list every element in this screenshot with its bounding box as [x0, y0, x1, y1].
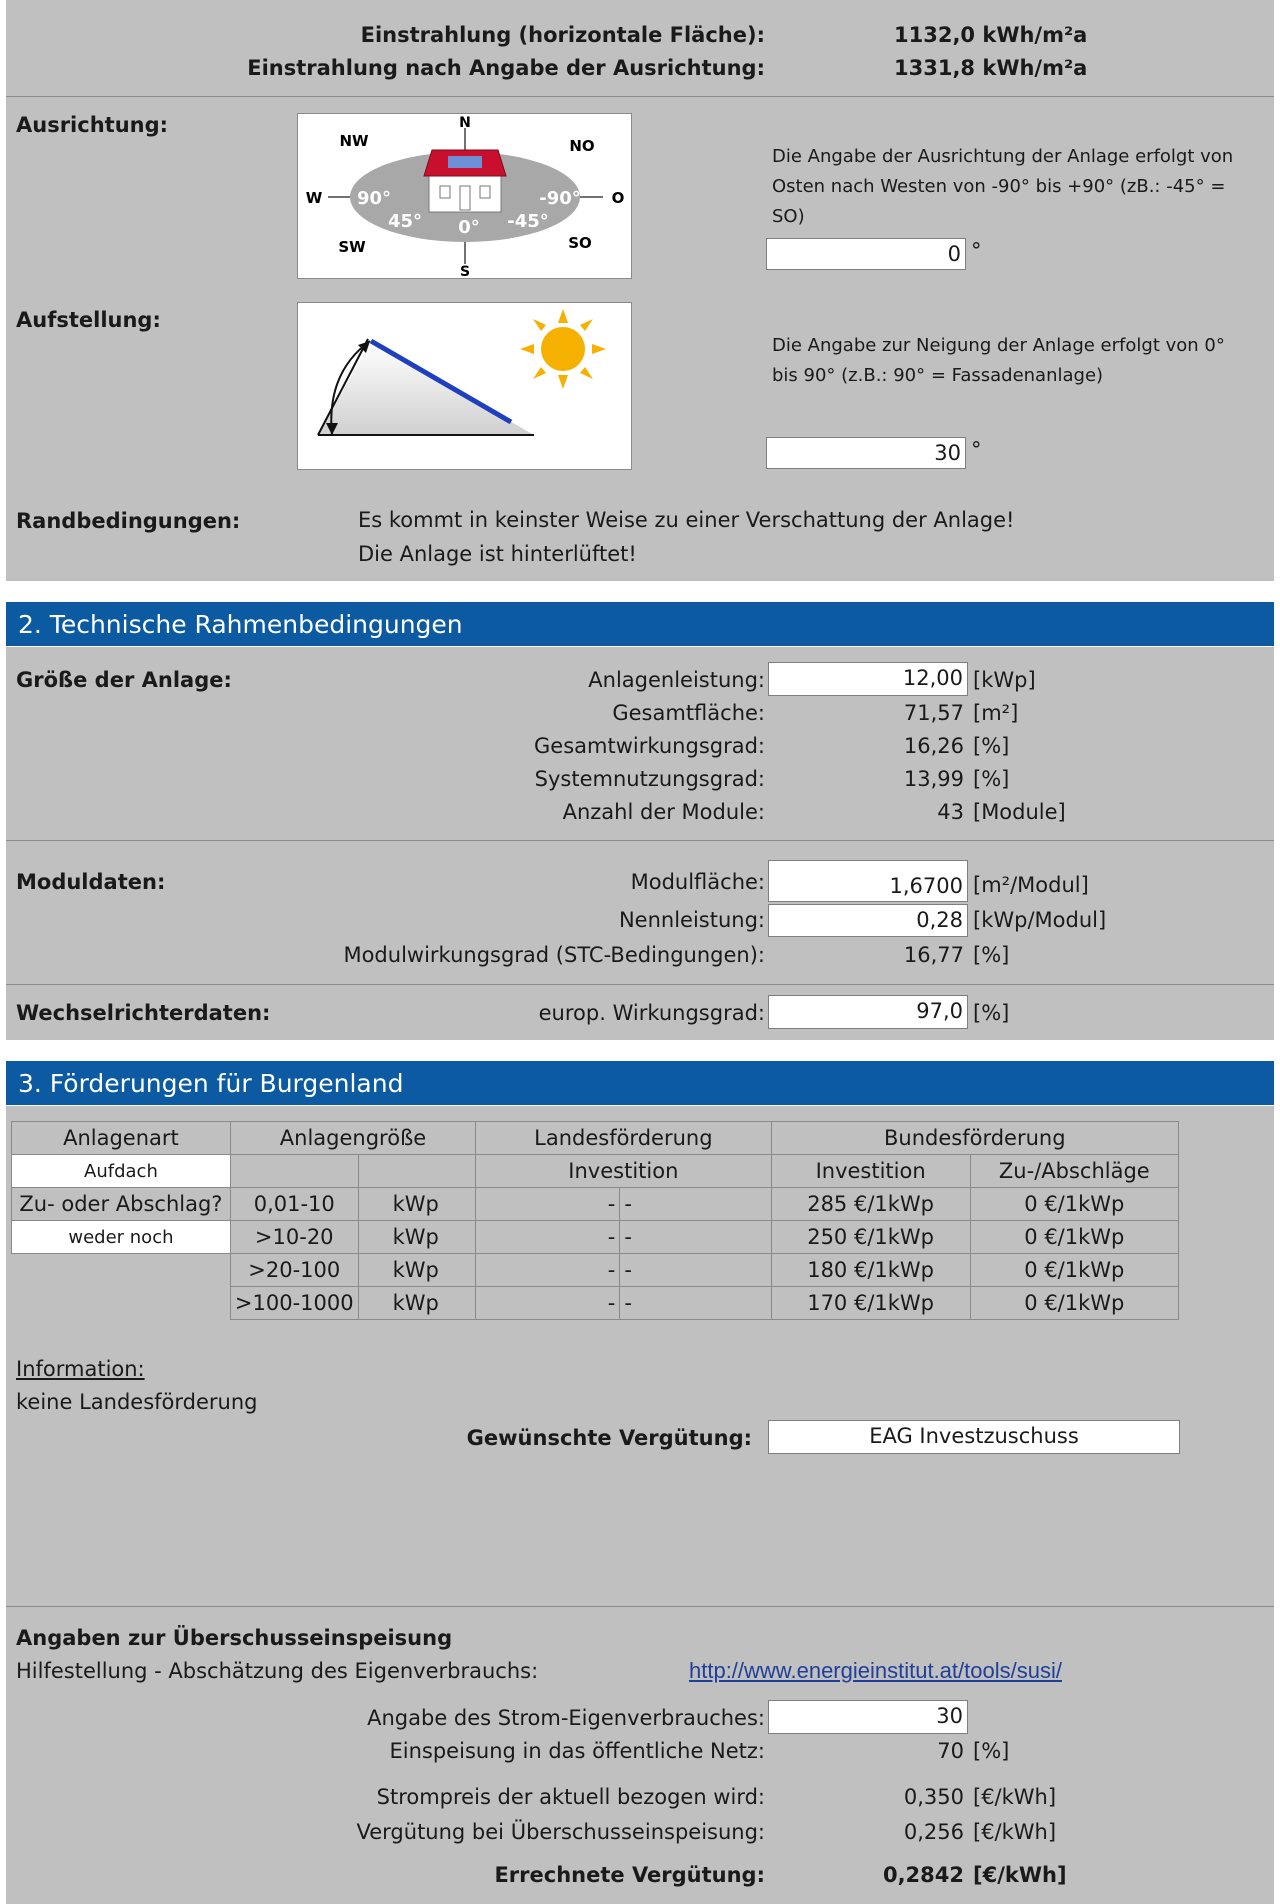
area-unit: [m²] [973, 701, 1019, 725]
module-area-unit: [m²/Modul] [973, 873, 1089, 897]
state-cell: - [620, 1221, 771, 1254]
orientation-note: Die Angabe der Ausrichtung der Anlage erfolgt von Osten nach Westen von -90° bis +90° (zB.: -45° = SO) [772, 146, 1234, 227]
electricity-price-unit: [€/kWh] [973, 1785, 1057, 1809]
mounting-note: Die Angabe zur Neigung der Anlage erfolgt von 0° bis 90° (z.B.: 90° = Fassadenanlage) [772, 335, 1225, 386]
power-label: Anlagenleistung: [588, 668, 765, 692]
compass-n: N [459, 115, 471, 131]
surplus-title: Angaben zur Überschusseinspeisung [16, 1626, 453, 1650]
system-efficiency-value: 13,99 [903, 767, 964, 791]
irradiation-horizontal-label: Einstrahlung (horizontale Fläche): [360, 23, 765, 47]
feed-in-label: Einspeisung in das öffentliche Netz: [389, 1739, 765, 1763]
size-cell: >10-20 [230, 1221, 358, 1254]
info-text: keine Landesförderung [16, 1390, 258, 1414]
surplus-compensation-label: Vergütung bei Überschusseinspeisung: [356, 1820, 765, 1844]
compass-90: 90° [356, 188, 392, 209]
state-cell: - [620, 1188, 771, 1221]
calculated-compensation-value: 0,2842 [882, 1863, 964, 1887]
irradiation-orientation-label: Einstrahlung nach Angabe der Ausrichtung: [247, 56, 765, 80]
compass-so: SO [568, 234, 592, 252]
total-efficiency-value: 16,26 [903, 734, 964, 758]
size-cell: >20-100 [230, 1254, 358, 1287]
feed-in-value: 70 [937, 1739, 964, 1763]
power-input[interactable]: 12,00 [768, 662, 968, 696]
irradiation-orientation-value: 1331,8 kWh/m²a [894, 56, 1088, 80]
inverter-efficiency-input[interactable]: 97,0 [768, 995, 968, 1029]
power-unit: [kWp] [973, 668, 1036, 692]
system-efficiency-unit: [%] [973, 767, 1010, 791]
plant-size-label: Größe der Anlage: [16, 668, 232, 692]
feed-in-unit: [%] [973, 1739, 1010, 1763]
compass-w: W [305, 189, 323, 207]
header-plant-size: Anlagengröße [230, 1122, 475, 1155]
electricity-price-label: Strompreis der aktuell bezogen wird: [376, 1785, 765, 1809]
module-area-label: Modulfläche: [630, 870, 765, 894]
state-cell: - [476, 1254, 620, 1287]
module-efficiency-label: Modulwirkungsgrad (STC-Bedingungen): [343, 943, 765, 967]
table-row [12, 1188, 1179, 1221]
header-surcharges: Zu-/Abschläge [970, 1155, 1178, 1188]
table-row [12, 1221, 1179, 1254]
surcharge-cell: 0 €/1kWp [970, 1287, 1178, 1320]
federal-cell: 250 €/1kWp [771, 1221, 970, 1254]
unit-cell: kWp [358, 1221, 476, 1254]
divider [6, 984, 1274, 985]
header-federal-funding: Bundesförderung [771, 1122, 1178, 1155]
compass-no: NO [569, 137, 595, 155]
system-efficiency-label: Systemnutzungsgrad: [534, 767, 765, 791]
state-cell: - [476, 1221, 620, 1254]
surcharge-cell: 0 €/1kWp [970, 1254, 1178, 1287]
desired-compensation-label: Gewünschte Vergütung: [466, 1426, 752, 1450]
compass-0: 0° [458, 217, 480, 238]
unit-cell: kWp [358, 1254, 476, 1287]
state-cell: - [620, 1254, 771, 1287]
surcharge-select[interactable]: weder noch [12, 1221, 231, 1254]
module-data-label: Moduldaten: [16, 870, 166, 894]
inverter-label: Wechselrichterdaten: [16, 1001, 271, 1025]
header-state-funding: Landesförderung [476, 1122, 771, 1155]
module-area-input[interactable]: 1,6700 [768, 860, 968, 902]
module-count-unit: [Module] [973, 800, 1066, 824]
total-efficiency-label: Gesamtwirkungsgrad: [534, 734, 765, 758]
compass-m90: -90° [539, 188, 581, 209]
compass-image [297, 113, 632, 279]
surcharge-label: Zu- oder Abschlag? [12, 1188, 231, 1221]
compass-o: O [611, 189, 625, 207]
module-efficiency-value: 16,77 [903, 943, 964, 967]
constraints-label: Randbedingungen: [16, 509, 241, 533]
header-plant-type: Anlagenart [12, 1122, 231, 1155]
table-row [12, 1254, 1179, 1287]
federal-cell: 180 €/1kWp [771, 1254, 970, 1287]
section3-header: 3. Förderungen für Burgenland [6, 1061, 1274, 1105]
self-consumption-input[interactable]: 30 [768, 1700, 968, 1734]
compass-s: S [459, 264, 471, 280]
surplus-compensation-unit: [€/kWh] [973, 1820, 1057, 1844]
orientation-unit: ° [971, 239, 982, 263]
mounting-input[interactable]: 30 [766, 437, 966, 469]
constraints-line1: Es kommt in keinster Weise zu einer Verschattung der Anlage! [358, 508, 1015, 532]
rated-power-input[interactable]: 0,28 [768, 904, 968, 937]
rated-power-label: Nennleistung: [618, 908, 765, 932]
module-count-label: Anzahl der Module: [562, 800, 765, 824]
self-consumption-label: Angabe des Strom-Eigenverbrauches: [367, 1706, 765, 1730]
orientation-input[interactable]: 0 [766, 238, 966, 270]
compass-nw: NW [339, 132, 369, 150]
table-row [12, 1287, 1179, 1320]
mounting-label: Aufstellung: [16, 308, 161, 332]
inverter-efficiency-label: europ. Wirkungsgrad: [538, 1001, 765, 1025]
federal-cell: 170 €/1kWp [771, 1287, 970, 1320]
area-label: Gesamtfläche: [612, 701, 765, 725]
plant-type-select[interactable]: Aufdach [12, 1155, 231, 1188]
surplus-compensation-value: 0,256 [903, 1820, 964, 1844]
desired-compensation-select[interactable]: EAG Investzuschuss [768, 1420, 1180, 1454]
funding-table [11, 1121, 1179, 1320]
state-cell: - [476, 1287, 620, 1320]
total-efficiency-unit: [%] [973, 734, 1010, 758]
unit-cell: kWp [358, 1287, 476, 1320]
mounting-unit: ° [971, 438, 982, 462]
inverter-efficiency-unit: [%] [973, 1001, 1010, 1025]
orientation-label: Ausrichtung: [16, 113, 169, 137]
divider [6, 840, 1274, 841]
compass-sw: SW [338, 238, 366, 256]
calculated-compensation-unit: [€/kWh] [973, 1863, 1067, 1887]
panel-irradiation [6, 0, 1274, 96]
info-label: Information: [16, 1357, 145, 1381]
irradiation-horizontal-value: 1132,0 kWh/m²a [894, 23, 1088, 47]
constraints-line2: Die Anlage ist hinterlüftet! [358, 542, 637, 566]
header-federal-investment: Investition [771, 1155, 970, 1188]
surcharge-cell: 0 €/1kWp [970, 1188, 1178, 1221]
module-efficiency-unit: [%] [973, 943, 1010, 967]
module-count-value: 43 [937, 800, 964, 824]
tilt-image [297, 302, 632, 470]
area-value: 71,57 [903, 701, 964, 725]
state-cell: - [620, 1287, 771, 1320]
size-cell: >100-1000 [230, 1287, 358, 1320]
help-label: Hilfestellung - Abschätzung des Eigenverbrauchs: [16, 1659, 539, 1683]
section2-header: 2. Technische Rahmenbedingungen [6, 602, 1274, 646]
electricity-price-value: 0,350 [903, 1785, 964, 1809]
size-cell: 0,01-10 [230, 1188, 358, 1221]
state-cell: - [476, 1188, 620, 1221]
surcharge-cell: 0 €/1kWp [970, 1221, 1178, 1254]
help-link[interactable]: http://www.energieinstitut.at/tools/susi/ [689, 1658, 1062, 1683]
compass-m45: -45° [507, 211, 549, 232]
federal-cell: 285 €/1kWp [771, 1188, 970, 1221]
rated-power-unit: [kWp/Modul] [973, 908, 1107, 932]
calculated-compensation-label: Errechnete Vergütung: [494, 1863, 765, 1887]
header-state-investment: Investition [476, 1155, 771, 1188]
unit-cell: kWp [358, 1188, 476, 1221]
compass-45: 45° [387, 211, 423, 232]
